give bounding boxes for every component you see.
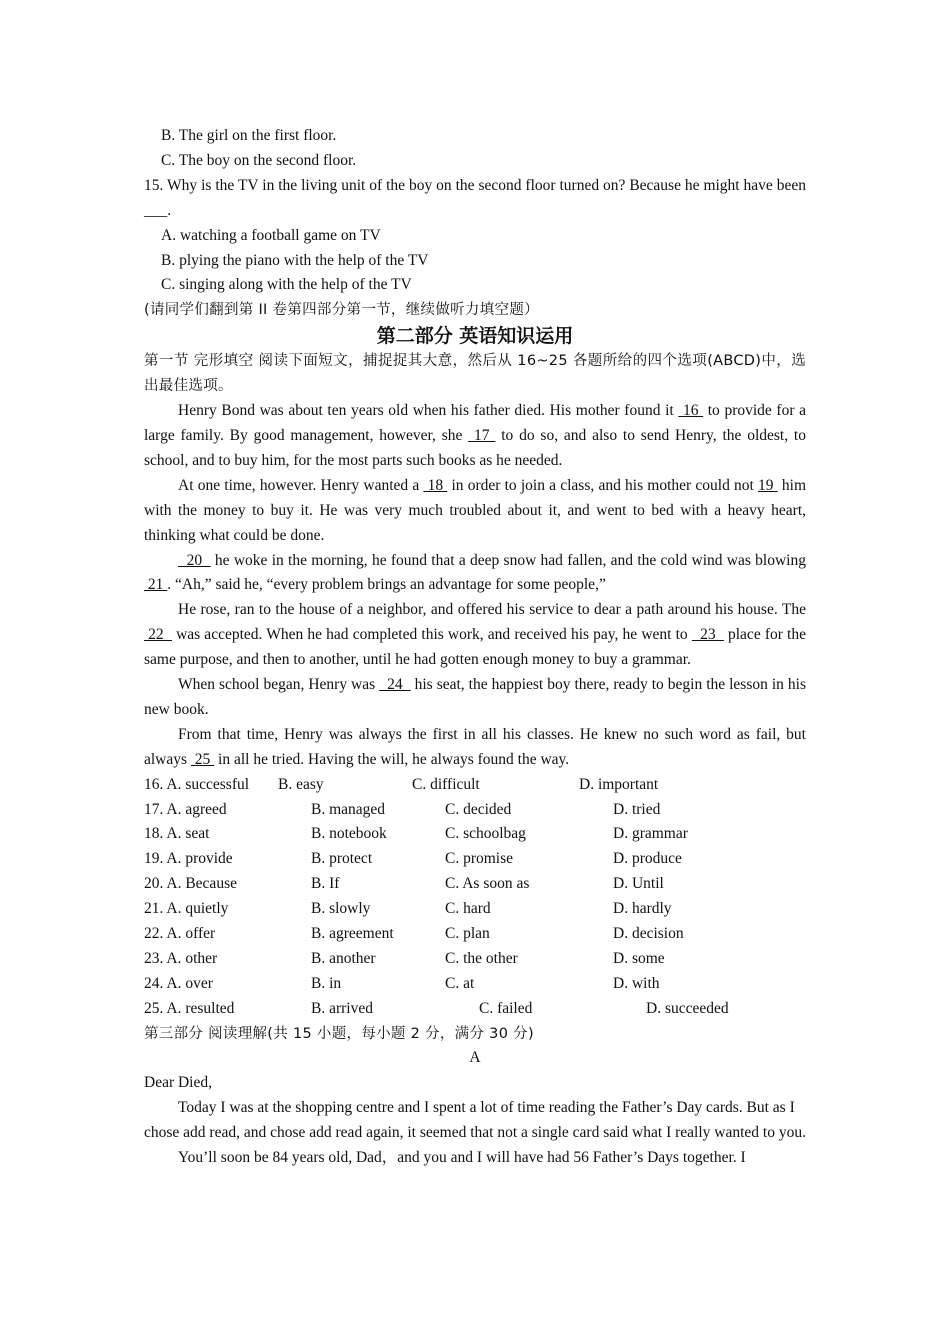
listening-note: (请同学们翻到第 II 卷第四部分第一节，继续做听力填空题） (144, 302, 539, 319)
blank-20: 20 (178, 551, 211, 569)
q14-option-c: C. The boy on the second floor. (161, 151, 357, 169)
options-row-23: 23. A. other B. another C. the other D. some (144, 949, 665, 967)
letter-paragraph-1: Today I was at the shopping centre and I spent a lot of time reading the Father’s Day cards. But as I chose add read, and chose add read again, it seemed that not a single card said what I really wanted to you. (144, 1099, 806, 1142)
q15-stem: 15. Why is the TV in the living unit of the boy on the second floor turned on? Because he might have been ___. (144, 176, 806, 219)
q15-option-b: B. plying the piano with the help of the TV (161, 251, 429, 269)
blank-24: 24 (379, 676, 411, 694)
blank-19: 19 (758, 476, 778, 494)
exam-page (144, 124, 806, 1171)
blank-22: 22 (144, 626, 172, 644)
options-row-24: 24. A. over B. in C. at D. with (144, 974, 660, 992)
part2-title: 第二部分 英语知识运用 (376, 325, 574, 348)
options-row-25: 25. A. resulted B. arrived C. failed D. succeeded (144, 999, 729, 1017)
passage-label: A (469, 1049, 481, 1067)
options-row-18: 18. A. seat B. notebook C. schoolbag D. grammar (144, 825, 688, 843)
blank-21: 21 (144, 576, 168, 594)
blank-25: 25 (190, 750, 215, 768)
blank-18: 18 (423, 476, 448, 494)
cloze-paragraph-6: From that time, Henry was always the first in all his classes. He knew no such word as fail, but always 25 in all he tried. Having the will, he always found the way. (144, 725, 806, 768)
options-row-17: 17. A. agreed B. managed C. decided D. tried (144, 800, 661, 818)
cloze-paragraph-3: 20 he woke in the morning, he found that a deep snow had fallen, and the cold wind was blowing 21 . “Ah,” said he, “every problem brings an advantage for some people,” (144, 551, 806, 594)
blank-17: 17 (468, 426, 496, 444)
options-row-19: 19. A. provide B. protect C. promise D. produce (144, 850, 682, 868)
options-row-16: 16. A. successful B. easy C. difficult D. important (144, 775, 659, 793)
cloze-paragraph-4: He rose, ran to the house of a neighbor, and offered his service to dear a path around his house. The 22 was accepted. When he had completed this work, and received his pay, he went to 23 place for the same purpose, and then to another, until he had gotten enough money to buy a grammar. (144, 601, 806, 669)
part2-instructions: 第一节 完形填空 阅读下面短文，捕捉捉其大意，然后从 16~25 各题所给的四个选项(ABCD)中，选出最佳选项。 (144, 353, 806, 395)
options-row-22: 22. A. offer B. agreement C. plan D. decision (144, 925, 684, 942)
q15-option-c: C. singing along with the help of the TV (161, 276, 412, 294)
cloze-paragraph-5: When school began, Henry was 24 his seat, the happiest boy there, ready to begin the lesson in his new book. (144, 676, 807, 718)
q14-option-b: B. The girl on the first floor. (161, 127, 337, 144)
letter-paragraph-2: You’ll soon be 84 years old, Dad，and you and I will have had 56 Father’s Days together. I (178, 1149, 746, 1167)
blank-16: 16 (678, 402, 704, 420)
letter-salutation: Dear Died, (144, 1074, 212, 1092)
q15-option-a: A. watching a football game on TV (161, 226, 381, 244)
part3-title: 第三部分 阅读理解(共 15 小题，每小题 2 分，满分 30 分) (144, 1025, 534, 1042)
cloze-paragraph-1: Henry Bond was about ten years old when his father died. His mother found it 16 to provide for a large family. By good management, however, she 17 to do so, and also to send Henry, the oldest, to school, and to buy him, for the most parts such books as he needed. (144, 402, 807, 469)
options-row-21: 21. A. quietly B. slowly C. hard D. hardly (144, 900, 672, 918)
cloze-paragraph-2: At one time, however. Henry wanted a 18 in order to join a class, and his mother could not 19 him with the money to buy it. He was very much troubled about it, and went to bed with a heavy heart, thinking what could be done. (144, 476, 807, 544)
blank-23: 23 (691, 626, 724, 644)
options-row-20: 20. A. Because B. If C. As soon as D. Until (144, 875, 664, 893)
